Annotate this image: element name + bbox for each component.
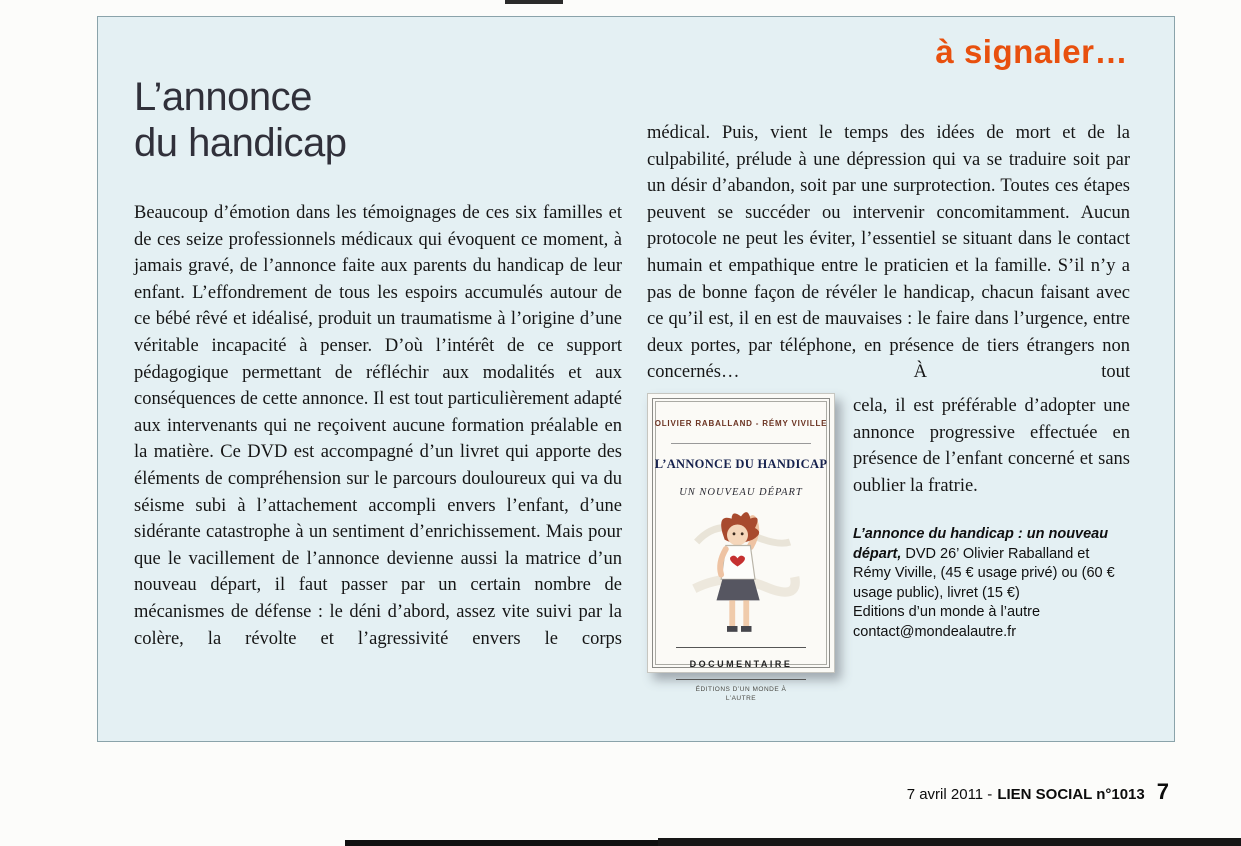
article-body-wrap-paragraph: cela, il est préférable d’adopter une annonce progressive effectuée en présence de l’enfant concerné et sans oublier la fratrie. — [853, 395, 1130, 496]
footer-date: 7 avril 2011 - — [906, 786, 993, 803]
dvd-caption — [853, 525, 1130, 642]
dvd-publisher-logo: ÉDITIONS D’UN MONDE À L’AUTRE — [695, 686, 787, 703]
dvd-caption-details: DVD 26’ Olivier Raballand et Rémy Viville, (45 € usage privé) ou (60 € usage public), livret (15 €) — [853, 545, 1115, 601]
article-title — [134, 75, 346, 166]
section-label: à signaler… — [935, 33, 1128, 70]
scan-artifact-top-mark — [505, 0, 563, 4]
article-title-line1: L’annonce — [134, 75, 312, 119]
article-body-right-paragraph: médical. Puis, vient le temps des idées de mort et de la culpabilité, prélude à une dépression qui va se traduire soit par un désir d’abandon, soit par une surprotection. Toutes ces étapes peuvent se succéder ou intervenir concomitamment. Aucun protocole ne peut les éviter, l’essentiel se situant dans le contact humain et empathique entre le praticien et la famille. S’il n’y a pas de bonne façon de révéler le handicap, chacun faisant avec ce qu’il est, il en est de mauvaises : le faire dans l’urgence, entre deux portes, par téléphone, en présence de tiers étrangers non concernés… À tout — [647, 123, 1130, 383]
dvd-authors: OLIVIER RABALLAND - RÉMY VIVILLE — [654, 418, 828, 428]
footer-page-number: 7 — [1156, 779, 1169, 804]
dvd-caption-title: L’annonce du handicap : un nouveau départ, — [853, 526, 1109, 562]
dvd-rule — [671, 443, 810, 444]
figure-side-column — [853, 393, 1130, 642]
article-body-left-column: Beaucoup d’émotion dans les témoignages de ces six familles et de ces seize professionnels médicaux qui évoquent ce moment, à jamais gravé, de l’annonce faite aux parents du handicap de leur enfant. L’effondrement de tous les espoirs accumulés autour de ce bébé rêvé et idéalisé, produit un traumatisme à l’origine d’une véritable incapacité à penser. D’où l’intérêt de ce support pédagogique permettant de réfléchir aux modalités et aux conséquences de cette annonce. Il est tout particulièrement adapté aux intervenants qui ne reçoivent aucune formation préalable en la matière. Ce DVD est accompagné d’un livret qui apporte des éléments de compréhension sur le parcours douloureux qui va du séisme subi à l’attachement accompli envers l’enfant, d’une sidérante catastrophe à un sentiment d’enrichissement. Mais pour que le vacillement de l’annonce devienne aussi la matrice d’un nouveau départ, il faut passer par un certain nombre de mécanismes de défense : le déni d’abord, assez vite suivi par la colère, la révolte et l’agressivité envers le corps — [134, 203, 622, 649]
dvd-cover — [647, 393, 835, 703]
dvd-subtitle: UN NOUVEAU DÉPART — [679, 487, 803, 499]
footer-magazine-issue: LIEN SOCIAL n°1013 — [997, 786, 1145, 803]
article-title-line2: du handicap — [134, 120, 347, 165]
dvd-genre-label: DOCUMENTAIRE — [676, 647, 807, 681]
dvd-caption-main — [853, 525, 1130, 603]
article-panel — [97, 16, 1175, 742]
dvd-cover-frame-inner — [654, 401, 828, 703]
article-body-right-column — [647, 120, 1130, 703]
dvd-girl-illustration — [682, 507, 800, 647]
contact-email: contact@mondealautre.fr — [853, 623, 1017, 640]
scan-artifact-bottom-bar-right — [658, 838, 1241, 846]
dvd-caption-publisher: Editions d’un monde à l’autre — [853, 604, 1041, 621]
dvd-cover-frame — [652, 398, 830, 703]
figure-row — [647, 393, 1130, 703]
dvd-title: L’ANNONCE DU HANDICAP — [654, 456, 828, 471]
page-footer — [907, 779, 1169, 805]
